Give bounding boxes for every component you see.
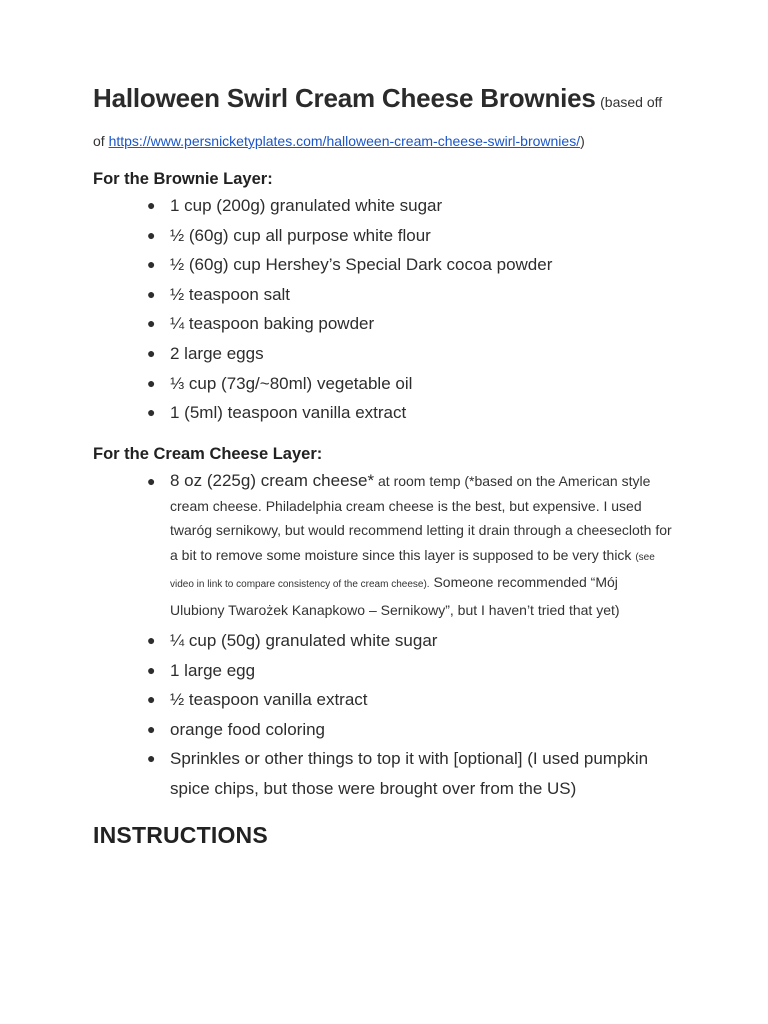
list-item (93, 309, 673, 339)
recipe-title: Halloween Swirl Cream Cheese Brownies (93, 83, 596, 113)
list-item-text: ½ teaspoon vanilla extract (170, 690, 368, 710)
bullet-icon: ● (147, 473, 156, 489)
title-block (93, 80, 673, 121)
list-item (93, 250, 673, 280)
source-link[interactable]: https://www.persnicketyplates.com/halloween-cream-cheese-swirl-brownies/ (108, 133, 581, 149)
bullet-icon: ● (147, 404, 156, 421)
bullet-icon: ● (147, 750, 156, 767)
list-item (93, 715, 673, 745)
bullet-icon: ● (147, 226, 156, 243)
bullet-icon: ● (147, 632, 156, 648)
list-item (93, 656, 673, 686)
list-item (93, 221, 673, 251)
instructions-heading: INSTRUCTIONS (93, 822, 268, 848)
list-item-text: Sprinkles or other things to top it with [optional] (I used pumpkin spice chips, but those were brought over from the US) (170, 749, 649, 798)
bullet-icon: ● (147, 344, 156, 361)
list-item (93, 339, 673, 369)
cream-cheese-heading: For the Cream Cheese Layer: (93, 445, 323, 463)
cream-cheese-note: at room temp (*based on the American style cream cheese. Philadelphia cream cheese is the best, but expensive. I used twaróg sernikowy, but would recommend letting it drain through a cheesecloth for a bit to remove some moisture since this layer is supposed to be very thick (170, 473, 672, 563)
list-item (93, 626, 673, 656)
list-item-text: 1 (5ml) teaspoon vanilla extract (170, 403, 407, 423)
title-note: (based off (600, 94, 663, 110)
bullet-icon: ● (147, 315, 156, 332)
brownie-ingredient-list (93, 191, 673, 428)
cream-cheese-amount: 8 oz (225g) cream cheese* (170, 471, 375, 490)
list-item-text: 1 cup (200g) granulated white sugar (170, 196, 443, 215)
list-item (93, 369, 673, 399)
source-line (93, 130, 585, 152)
list-item-text: 1 large egg (170, 660, 256, 680)
bullet-icon: ● (147, 374, 156, 391)
list-item-text: ⅓ cup (73g/~80ml) vegetable oil (170, 373, 413, 393)
list-item (93, 744, 673, 803)
source-suffix: ) (580, 133, 585, 149)
bullet-icon: ● (147, 720, 156, 737)
list-item (93, 191, 673, 221)
list-item-text: ½ teaspoon salt (170, 284, 291, 304)
list-item (93, 685, 673, 715)
list-item-text: ½ (60g) cup Hershey’s Special Dark cocoa powder (170, 255, 553, 275)
cream-cheese-ingredient-list (93, 467, 673, 804)
source-prefix: of (93, 133, 109, 149)
brownie-heading: For the Brownie Layer: (93, 170, 273, 188)
bullet-icon: ● (147, 661, 156, 678)
list-item-text: orange food coloring (170, 719, 326, 739)
cream-cheese-video-note: (see video in link to compare consistency of the cream cheese). (170, 551, 655, 590)
list-item (93, 398, 673, 428)
cream-cheese-recommendation: Someone recommended “Mój Ulubiony Twarożek Kanapkowo – Sernikowy”, but I haven’t tried that yet) (170, 574, 620, 618)
list-item-text: 2 large eggs (170, 343, 264, 363)
list-item (93, 280, 673, 310)
bullet-icon: ● (147, 691, 156, 708)
bullet-icon: ● (147, 197, 156, 213)
list-item (93, 467, 673, 626)
bullet-icon: ● (147, 285, 156, 302)
list-item-text: ¼ cup (50g) granulated white sugar (170, 631, 438, 650)
list-item-text: ½ (60g) cup all purpose white flour (170, 225, 431, 245)
list-item-text: ¼ teaspoon baking powder (170, 314, 375, 334)
bullet-icon: ● (147, 256, 156, 273)
